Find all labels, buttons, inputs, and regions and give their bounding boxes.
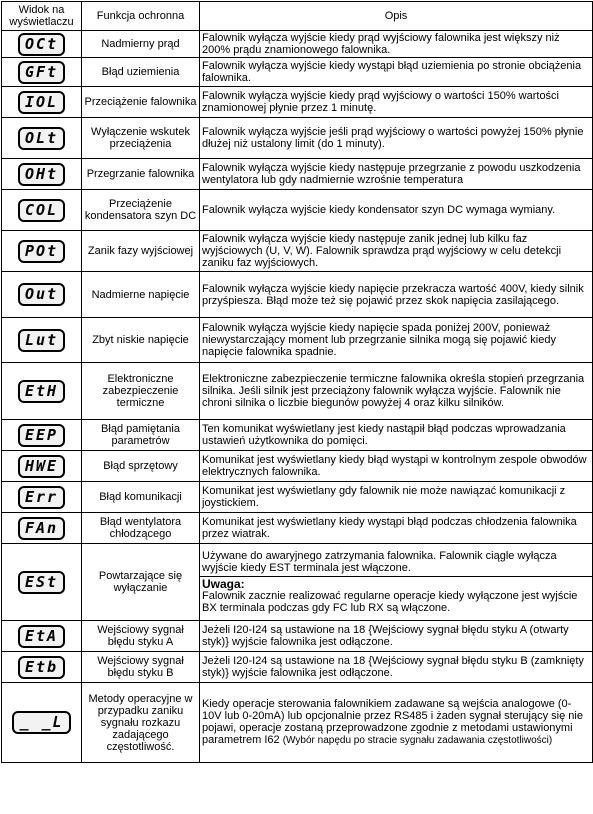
description-cell: Falownik wyłącza wyjście kiedy następuje przegrzanie z powodu uszkodzenia wentylatora lub gdy nadmiernie wzrośnie temperatura [200, 159, 593, 190]
function-cell: Błąd uziemienia [82, 58, 200, 87]
function-cell: Błąd sprzętowy [82, 451, 200, 482]
table-row [2, 190, 593, 231]
display-cell [2, 652, 82, 683]
table-row [2, 231, 593, 272]
table-row [2, 482, 593, 513]
display-code: COL [18, 199, 65, 222]
display-cell [2, 58, 82, 87]
display-cell [2, 118, 82, 159]
display-cell [2, 31, 82, 58]
function-cell: Nadmierny prąd [82, 31, 200, 58]
description-text: Kiedy operacje sterowania falownikiem zadawane są wejścia analogowe (0-10V lub 0-20mA) lub opcjonalnie przez RS485 i żaden sygnał sterujący się nie pojawi, operacje zostaną przeprowadzone zgodnie z metodami ustawionymi parametrem I62 [202, 698, 583, 746]
description-cell: Falownik wyłącza wyjście kiedy napięcie spada poniżej 200V, ponieważ niewystarczający moment lub przegrzanie silnika mogą się pojawić kiedy napięcie falownika spadnie. [200, 318, 593, 363]
display-code: EEP [18, 424, 65, 447]
description-cell: Falownik wyłącza wyjście kiedy prąd wyjściowy o wartości 150% wartości znamionowej płynie przez 1 minutę. [200, 87, 593, 118]
display-cell [2, 272, 82, 318]
display-cell [2, 544, 82, 621]
display-cell [2, 231, 82, 272]
display-code: Err [18, 486, 65, 509]
header-description: Opis [200, 2, 593, 31]
function-cell: Błąd pamiętania parametrów [82, 420, 200, 451]
function-cell: Błąd komunikacji [82, 482, 200, 513]
description-cell: Falownik wyłącza wyjście kiedy prąd wyjściowy falownika jest większy niż 200% prądu znamionowego falownika. [200, 31, 593, 58]
table-row [2, 272, 593, 318]
display-code: IOL [18, 91, 65, 114]
display-code: FAn [18, 517, 65, 540]
function-cell: Wejściowy sygnał błędu styku A [82, 621, 200, 652]
display-cell [2, 318, 82, 363]
header-display: Widok na wyświetlaczu [2, 2, 82, 31]
table-row [2, 118, 593, 159]
display-code: Lut [18, 329, 65, 352]
table-row [2, 363, 593, 420]
table-row [2, 513, 593, 544]
description-cell [200, 544, 593, 621]
description-text: Używane do awaryjnego zatrzymania falownika. Falownik ciągle wyłącza wyjście kiedy EST terminala jest włączone. [202, 550, 557, 574]
function-cell: Powtarzające się wyłączanie [82, 544, 200, 621]
table-row [2, 58, 593, 87]
description-small-text: (Wybór napędu po stracie sygnału zadawania częstotliwości) [282, 735, 553, 746]
description-cell: Ten komunikat wyświetlany jest kiedy nastąpił błąd podczas wprowadzania ustawień użytkownika do pomięci. [200, 420, 593, 451]
description-cell: Falownik wyłącza wyjście kiedy wystąpi błąd uziemienia po stronie obciążenia falownika. [200, 58, 593, 87]
description-cell: Jeżeli I20-I24 są ustawione na 18 {Wejściowy sygnał błędu styku B (zamknięty styk)} wyjście falownika jest odłączone. [200, 652, 593, 683]
display-code: HWE [18, 455, 65, 478]
display-cell [2, 159, 82, 190]
display-cell [2, 513, 82, 544]
display-cell [2, 420, 82, 451]
note-title: Uwaga: [202, 577, 245, 591]
header-row [2, 2, 593, 31]
function-cell: Błąd wentylatora chłodzącego [82, 513, 200, 544]
description-cell: Falownik wyłącza wyjście kiedy napięcie przekracza wartość 400V, kiedy silnik przyśpiesza. Błąd może też się pojawić przez skok napięcia zasilającego. [200, 272, 593, 318]
description-cell: Falownik wyłącza wyjście kiedy następuje zanik jednej lub kilku faz wyjściowych (U, V, W). Falownik sprawdza prąd wyjściowy w celu detekcji zaniku faz wyjściowych. [200, 231, 593, 272]
header-function: Funkcja ochronna [82, 2, 200, 31]
description-cell: Komunikat jest wyświetlany kiedy wystąpi błąd podczas chłodzenia falownika przez wiatrak. [200, 513, 593, 544]
function-cell: Wejściowy sygnał błędu styku B [82, 652, 200, 683]
display-code: OCt [18, 33, 65, 56]
description-cell: Komunikat jest wyświetlany gdy falownik nie może nawiązać komunikacji z joystickiem. [200, 482, 593, 513]
note-text: Falownik zacznie realizować regularne operacje kiedy wyłączone jest wyjście BX terminala podczas gdy FC lub RX są włączone. [202, 590, 578, 614]
display-code: OLt [18, 127, 65, 150]
table-row [2, 683, 593, 763]
display-cell [2, 190, 82, 231]
function-cell: Metody operacyjne w przypadku zaniku sygnału rozkazu zadającego częstotliwość. [82, 683, 200, 763]
table-row [2, 31, 593, 58]
function-cell: Przeciążenie falownika [82, 87, 200, 118]
table-row [2, 318, 593, 363]
display-cell [2, 621, 82, 652]
cell-divider [200, 576, 592, 577]
table-row [2, 451, 593, 482]
table-row [2, 652, 593, 683]
table-row [2, 621, 593, 652]
function-cell: Wyłączenie wskutek przeciążenia [82, 118, 200, 159]
display-cell [2, 363, 82, 420]
description-cell: Elektroniczne zabezpieczenie termiczne falownika określa stopień przegrzania silnika. Jeśli silnik jest przeciążony falownik wyłącza wyjście. Falownik nie chroni silnika o liczbie biegunów powyżej 4 oraz kilku silników. [200, 363, 593, 420]
display-code: OHt [18, 163, 65, 186]
protection-functions-table [1, 1, 593, 763]
table-row [2, 544, 593, 621]
table-row [2, 420, 593, 451]
description-cell: Jeżeli I20-I24 są ustawione na 18 {Wejściowy sygnał błędu styku A (otwarty styk)} wyjście falownika jest odłączone. [200, 621, 593, 652]
display-code: Etb [18, 656, 65, 679]
function-cell: Nadmierne napięcie [82, 272, 200, 318]
function-cell: Zbyt niskie napięcie [82, 318, 200, 363]
display-code: EtA [18, 625, 65, 648]
display-code: GFt [18, 61, 65, 84]
description-cell [200, 683, 593, 763]
function-cell: Zanik fazy wyjściowej [82, 231, 200, 272]
function-cell: Przeciążenie kondensatora szyn DC [82, 190, 200, 231]
function-cell: Elektroniczne zabezpieczenie termiczne [82, 363, 200, 420]
display-cell [2, 87, 82, 118]
display-cell [2, 451, 82, 482]
description-cell: Komunikat jest wyświetlany kiedy błąd wystąpi w kontrolnym zespole obwodów elektrycznych falownika. [200, 451, 593, 482]
description-cell: Falownik wyłącza wyjście jeśli prąd wyjściowy o wartości powyżej 150% płynie dłużej niż ustalony limit (do 1 minuty). [200, 118, 593, 159]
table-row [2, 87, 593, 118]
display-code: EtH [18, 380, 65, 403]
display-code: ESt [18, 571, 65, 594]
description-cell: Falownik wyłącza wyjście kiedy kondensator szyn DC wymaga wymiany. [200, 190, 593, 231]
display-code: Out [18, 283, 65, 306]
function-cell: Przegrzanie falownika [82, 159, 200, 190]
display-code: _ _L [12, 711, 70, 734]
display-cell [2, 683, 82, 763]
display-code: POt [18, 240, 65, 263]
display-cell [2, 482, 82, 513]
table-row [2, 159, 593, 190]
